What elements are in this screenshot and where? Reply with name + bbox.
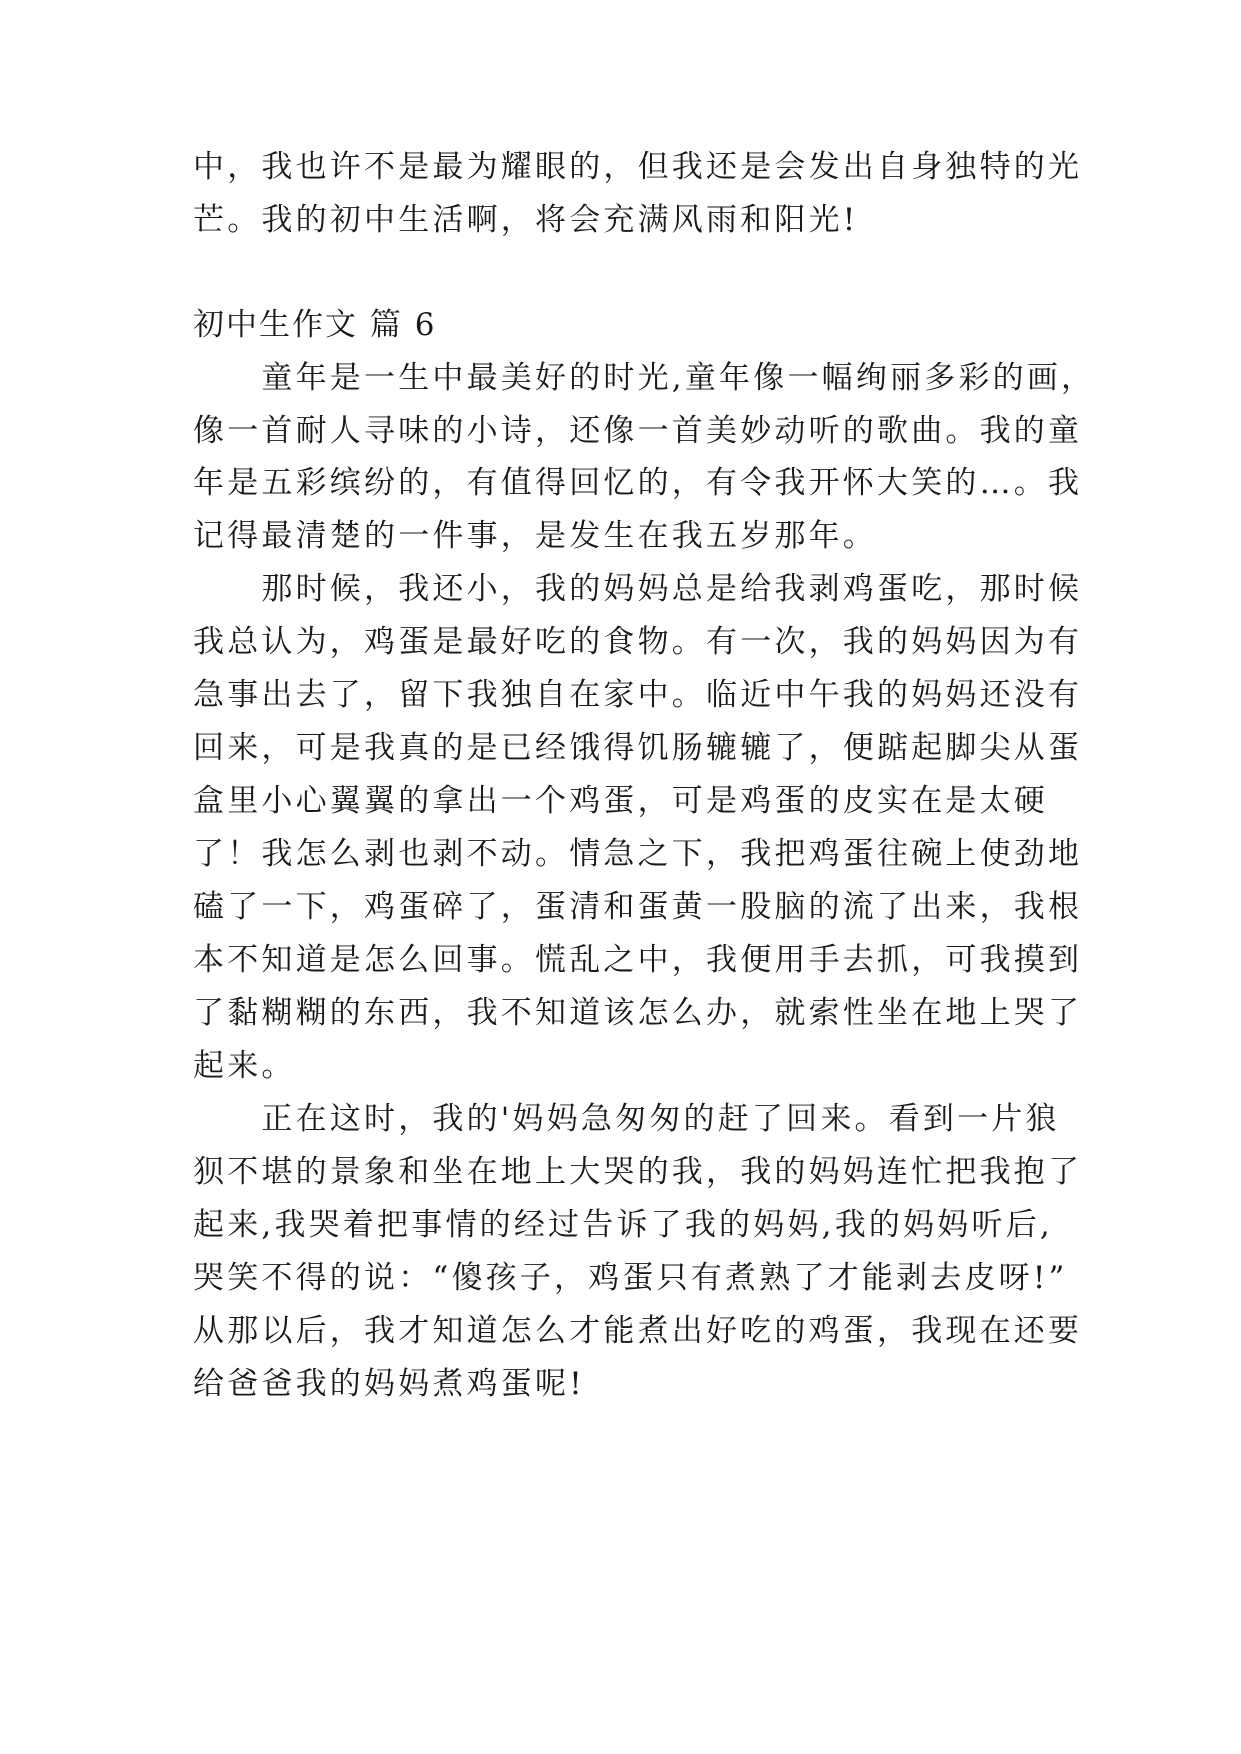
text-line: 盒里小心翼翼的拿出一个鸡蛋，可是鸡蛋的皮实在是太硬 <box>193 783 1048 819</box>
text-line: 狈不堪的景象和坐在地上大哭的我，我的妈妈连忙把我抱了 <box>193 1154 1083 1190</box>
text-line: 从那以后，我才知道怎么才能煮出好吃的鸡蛋，我现在还要 <box>193 1313 1083 1349</box>
text-line: 本不知道是怎么回事。慌乱之中，我便用手去抓，可我摸到 <box>193 942 1083 978</box>
text-line: 年是五彩缤纷的，有值得回忆的，有令我开怀大笑的…。我 <box>193 465 1083 501</box>
text-line: 急事出去了，留下我独自在家中。临近中午我的妈妈还没有 <box>193 677 1083 713</box>
text-line: 给爸爸我的妈妈煮鸡蛋呢! <box>193 1366 585 1402</box>
text-line: 了黏糊糊的东西，我不知道该怎么办，就索性坐在地上哭了 <box>193 995 1083 1031</box>
text-line: 了！我怎么剥也剥不动。情急之下，我把鸡蛋往碗上使劲地 <box>193 836 1083 872</box>
text-line: 磕了一下，鸡蛋碎了，蛋清和蛋黄一股脑的流了出来，我根 <box>193 889 1083 925</box>
text-line: 那时候，我还小，我的妈妈总是给我剥鸡蛋吃，那时候 <box>193 571 1083 607</box>
text-line: 我总认为，鸡蛋是最好吃的食物。有一次，我的妈妈因为有 <box>193 624 1083 660</box>
text-line: 哭笑不得的说：“傻孩子，鸡蛋只有煮熟了才能剥去皮呀!” <box>193 1260 1068 1296</box>
section-heading: 初中生作文 篇 6 <box>193 307 437 343</box>
text-line: 芒。我的初中生活啊，将会充满风雨和阳光! <box>193 202 859 238</box>
text-line: 童年是一生中最美好的时光,童年像一幅绚丽多彩的画， <box>193 360 1096 396</box>
text-line: 正在这时，我的'妈妈急匆匆的赶了回来。看到一片狼 <box>193 1101 1060 1137</box>
text-line: 起来,我哭着把事情的经过告诉了我的妈妈,我的妈妈听后, <box>193 1207 1053 1243</box>
text-line: 回来，可是我真的是已经饿得饥肠辘辘了，便踮起脚尖从蛋 <box>193 730 1083 766</box>
text-line: 记得最清楚的一件事，是发生在我五岁那年。 <box>193 518 877 554</box>
text-line: 中，我也许不是最为耀眼的，但我还是会发出自身独特的光 <box>193 149 1083 185</box>
text-line: 像一首耐人寻味的小诗，还像一首美妙动听的歌曲。我的童 <box>193 413 1083 449</box>
text-line: 起来。 <box>193 1048 296 1084</box>
